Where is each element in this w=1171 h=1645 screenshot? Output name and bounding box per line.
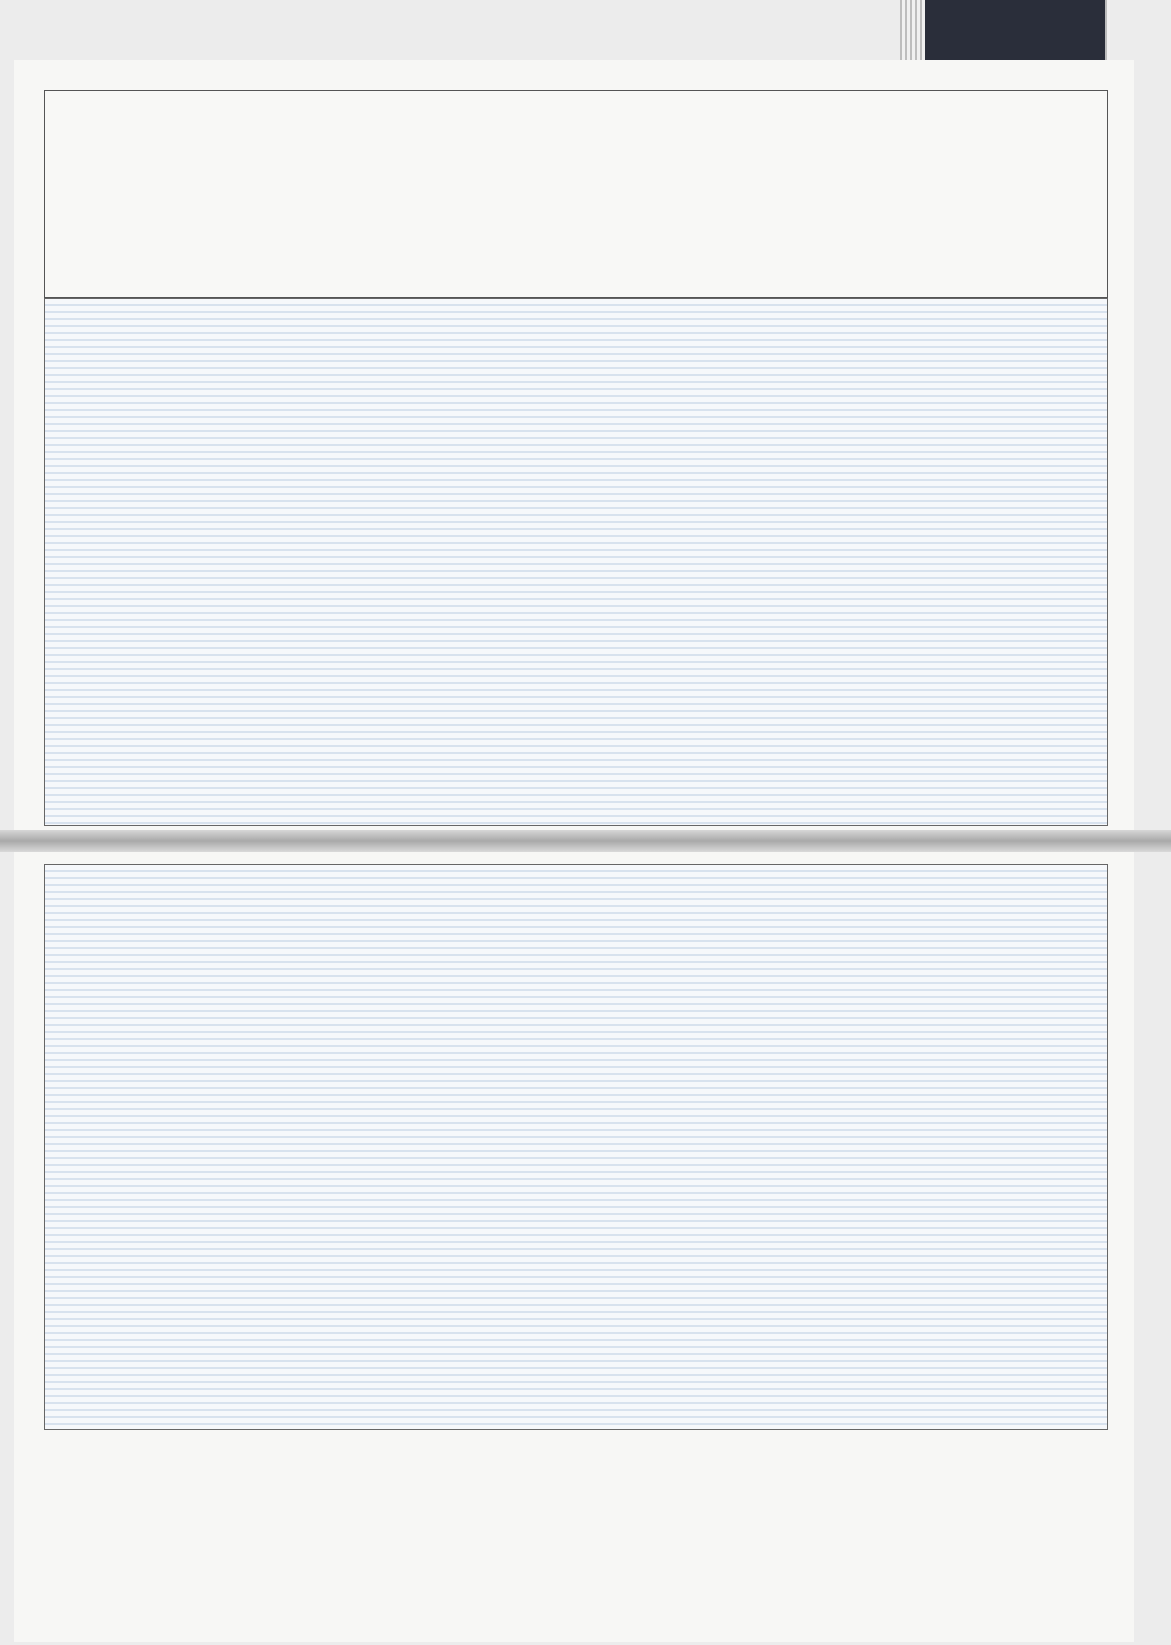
- thumb-index-tab: [925, 0, 1105, 62]
- timetable-header: [44, 90, 1108, 298]
- timetable-grid-upper: [44, 298, 1108, 826]
- through-coaches: [640, 1470, 1090, 1476]
- book-gutter: [0, 830, 1171, 852]
- timetable-grid-lower: [44, 864, 1108, 1430]
